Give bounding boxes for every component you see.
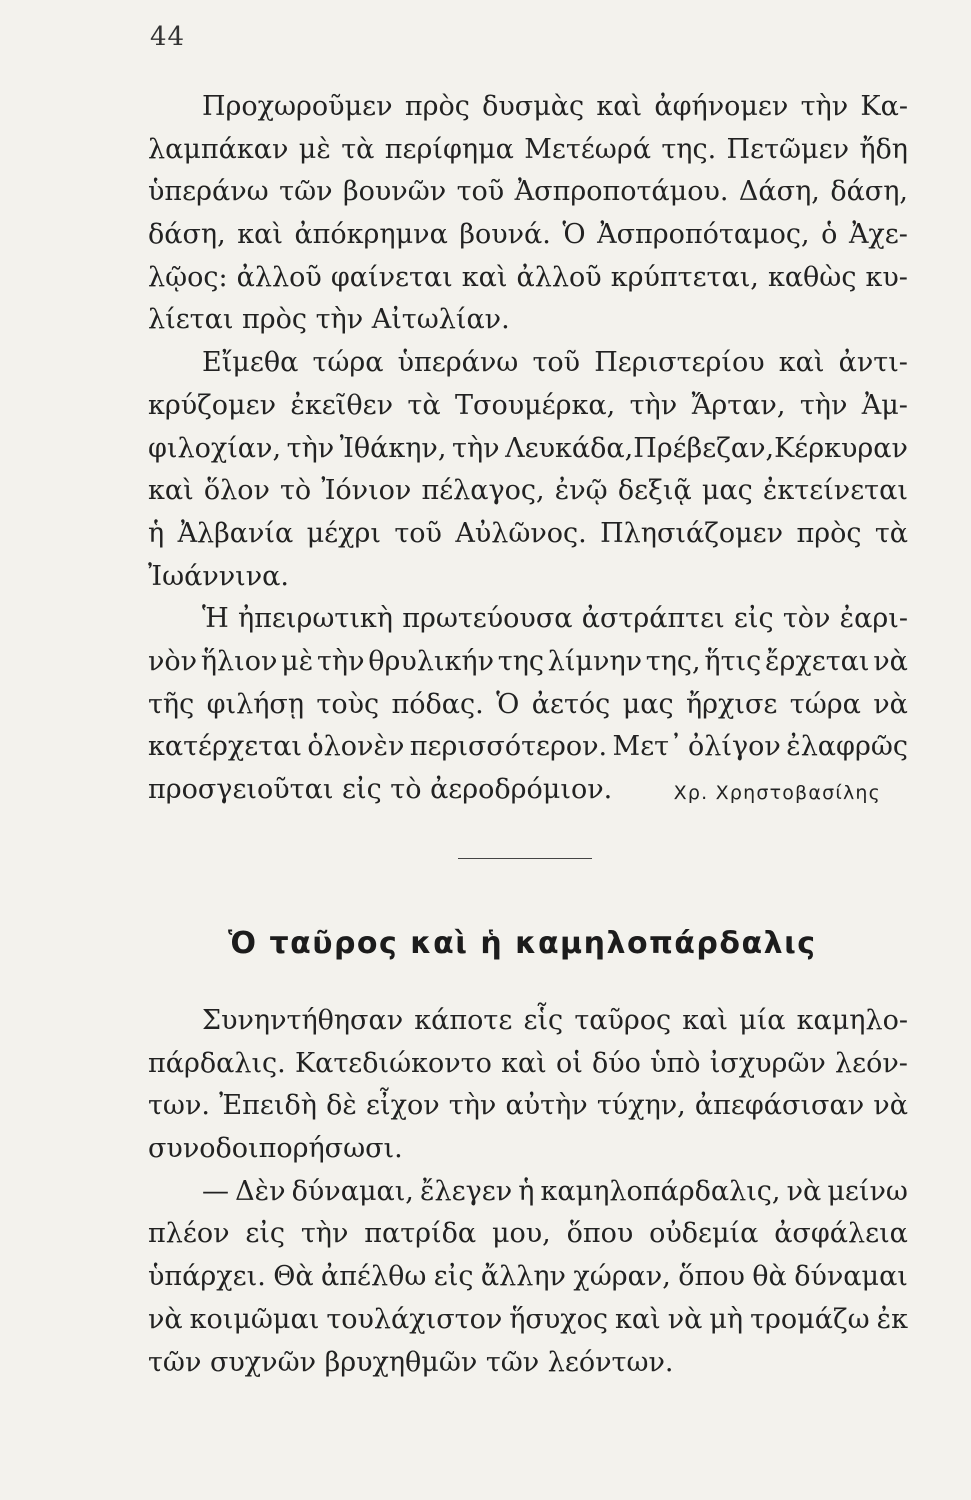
page-number: 44	[150, 22, 186, 52]
section-fable-text	[148, 1000, 908, 1384]
text-line: λῷος: ἀλλοῦ φαίνεται καὶ ἀλλοῦ κρύπτεται, καθὼς κυ-	[148, 261, 908, 293]
section-divider	[458, 858, 592, 859]
text-line: συνοδοιπορήσωσι.	[148, 1133, 403, 1165]
text-line: τῶν συχνῶν βρυχηθμῶν τῶν λεόντων.	[148, 1346, 674, 1378]
text-line: προσγειοῦται εἰς τὸ ἀεροδρόμιον.	[148, 774, 613, 805]
text-line: πλέον εἰς τὴν πατρίδα μου, ὅπου οὐδεμία ἀσφάλεια	[148, 1218, 908, 1250]
text-line: ἡ Ἀλβανία μέχρι τοῦ Αὐλῶνος. Πλησιάζομεν πρὸς τὰ	[148, 517, 908, 549]
text-line: φιλοχίαν, τὴν Ἰθάκην, τὴν Λευκάδα,Πρέβεζαν,Κέρκυραν	[148, 432, 908, 464]
text-line: Προχωροῦμεν πρὸς δυσμὰς καὶ ἀφήνομεν τὴν Κα-	[202, 91, 908, 122]
text-line: Συνηντήθησαν κάποτε εἷς ταῦρος καὶ μία καμηλο-	[202, 1005, 908, 1036]
text-line: καὶ ὅλον τὸ Ἰόνιον πέλαγος, ἐνῷ δεξιᾷ μας ἐκτείνεται	[148, 475, 908, 507]
section-travel-text	[148, 86, 908, 812]
story-title: Ὁ ταῦρος καὶ ἡ καμηλοπάρδαλις	[228, 926, 817, 961]
text-line: ὑπάρχει. Θὰ ἀπέλθω εἰς ἄλλην χώραν, ὅπου θὰ δύναμαι	[148, 1261, 908, 1293]
text-line: δάση, καὶ ἀπόκρημνα βουνά. Ὁ Ἀσπροπόταμος, ὁ Ἀχε-	[148, 219, 908, 251]
text-line: κατέρχεται ὁλονὲν περισσότερον. Μετ᾽ ὀλίγον ἐλαφρῶς	[148, 731, 908, 763]
text-line: κρύζομεν ἐκεῖθεν τὰ Τσουμέρκα, τὴν Ἄρταν, τὴν Ἀμ-	[148, 389, 908, 421]
text-line: Ἰωάννινα.	[148, 560, 289, 592]
text-line: — Δὲν δύναμαι, ἔλεγεν ἡ καμηλοπάρδαλις, νὰ μείνω	[202, 1175, 908, 1207]
text-line: λίεται πρὸς τὴν Αἰτωλίαν.	[148, 304, 510, 336]
text-line: τῆς φιλήσῃ τοὺς πόδας. Ὁ ἀετός μας ἤρχισε τώρα νὰ	[148, 688, 908, 720]
text-line: πάρδαλις. Κατεδιώκοντο καὶ οἱ δύο ὑπὸ ἰσχυρῶν λεόν-	[148, 1047, 908, 1079]
author-signature: Χρ. Χρηστοβασίλης	[673, 782, 881, 804]
text-line: λαμπάκαν μὲ τὰ περίφημα Μετέωρά της. Πετῶμεν ἤδη	[148, 133, 908, 165]
text-line: των. Ἐπειδὴ δὲ εἶχον τὴν αὐτὴν τύχην, ἀπεφάσισαν νὰ	[148, 1090, 908, 1122]
text-line: ὑπεράνω τῶν βουνῶν τοῦ Ἀσπροποτάμου. Δάση, δάση,	[148, 176, 908, 208]
text-line: Εἴμεθα τώρα ὑπεράνω τοῦ Περιστερίου καὶ ἀντι-	[202, 347, 908, 379]
text-line: νὰ κοιμῶμαι τουλάχιστον ἥσυχος καὶ νὰ μὴ τρομάζω ἐκ	[148, 1303, 908, 1335]
text-line: νὸν ἥλιον μὲ τὴν θρυλικήν της λίμνην της, ἥτις ἔρχεται νὰ	[148, 645, 908, 677]
text-line: Ἡ ἠπειρωτικὴ πρωτεύουσα ἀστράπτει εἰς τὸν ἐαρι-	[202, 603, 908, 635]
